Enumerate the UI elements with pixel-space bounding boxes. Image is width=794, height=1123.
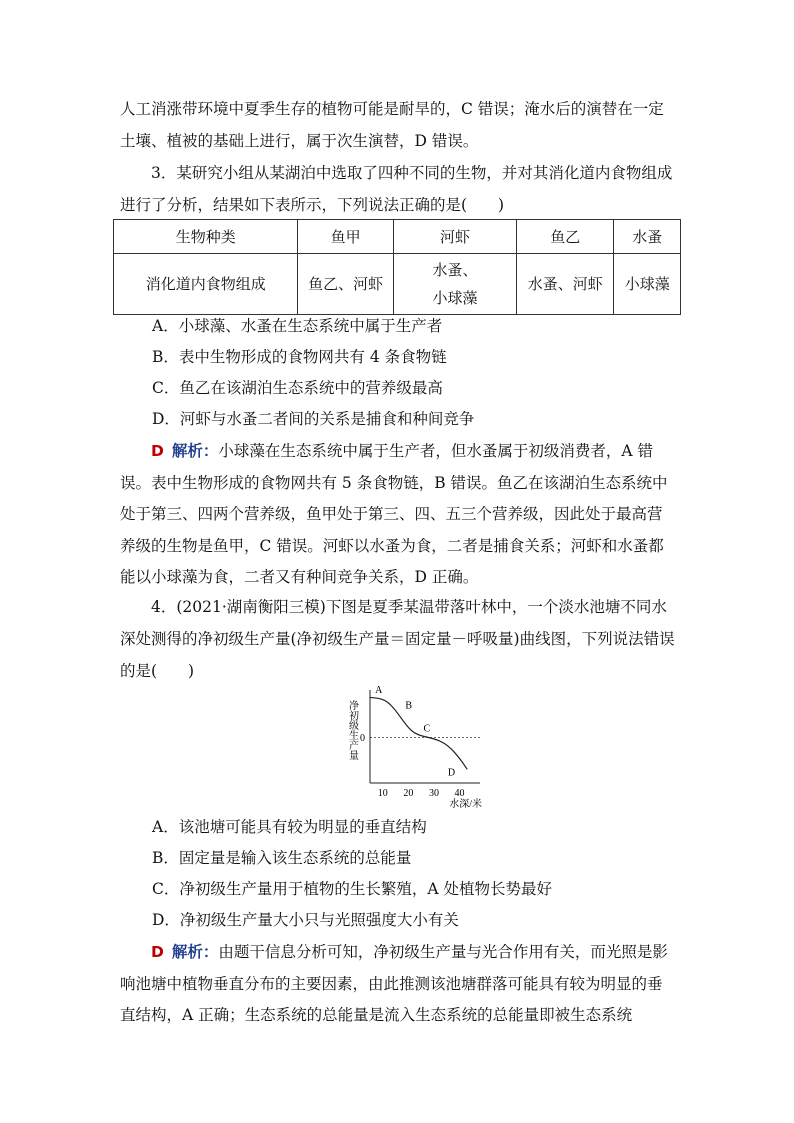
x-axis-label: 水深/米 [449,799,482,810]
explanation-text: 小球藻在生态系统中属于生产者，但水蚤属于初级消费者，A 错误。表中生物形成的食物网共有 5 条食物链，B 错误。鱼乙在该湖泊生态系统中处于第三、四两个营养级，鱼甲处于第三、四、五三个营养级，因此处于最高营养级的生物是鱼甲，C 错误。河虾以水蚤为食，二者是捕食关系；河虾和水蚤都能以小球藻为食，二者又有种间竞争关系，D 正确。 [120,442,668,586]
q4-option-c: C．净初级生产量用于植物的生长繁殖，A 处植物长势最好 [152,880,552,898]
point-label-c: C [423,723,431,735]
y-axis-label: 净初级生产量 [346,700,358,760]
q3-option-a: A．小球藻、水蚤在生态系统中属于生产者 [152,317,443,335]
table-row [114,254,681,315]
table-header-cell: 河虾 [393,220,516,254]
q4-option-b: B．固定量是输入该生态系统的总能量 [152,849,412,867]
q4-option-a: A．该池塘可能具有较为明显的垂直结构 [152,818,427,836]
table-cell: 小球藻 [614,254,681,315]
point-label-d: D [447,767,456,779]
x-tick-label: 20 [403,788,414,799]
table-header-cell: 生物种类 [114,220,298,254]
answer-letter: D [151,943,164,961]
x-tick-label: 10 [377,788,388,799]
answer-letter: D [151,442,164,460]
table-cell: 水蚤、河虾 [517,254,614,315]
table-header-cell: 鱼乙 [517,220,614,254]
intro-line-2: 土壤、植被的基础上进行，属于次生演替，D 错误。 [120,132,479,150]
q4-option-d: D．净初级生产量大小只与光照强度大小有关 [152,911,459,929]
table-cell: 鱼乙、河虾 [298,254,393,315]
explanation-text: 由题干信息分析可知，净初级生产量与光合作用有关，而光照是影响池塘中植物垂直分布的主要因素，由此推测该池塘群落可能具有较为明显的垂直结构，A 正确；生态系统的总能量是流入生态系统的总能量即被生态系统 [120,943,668,1024]
q3-option-b: B．表中生物形成的食物网共有 4 条食物链 [152,348,447,366]
explanation-label: 解析： [171,442,219,460]
question-3-stem: 3．某研究小组从某湖泊中选取了四种不同的生物，并对其消化道内食物组成进行了分析，结果如下表所示，下列说法正确的是( ) [120,164,673,214]
x-tick-label: 40 [454,788,465,799]
table-header-cell: 鱼甲 [298,220,393,254]
point-label-a: A [375,686,383,697]
intro-line-1: 人工消涨带环境中夏季生存的植物可能是耐旱的，C 错误；淹水后的演替在一定 [120,100,664,118]
q3-explanation [120,436,675,594]
q3-option-c: C．鱼乙在该湖泊生态系统中的营养级最高 [152,379,443,397]
net-primary-production-chart [338,686,488,810]
production-curve [370,697,467,769]
table-row-label: 消化道内食物组成 [114,254,298,315]
food-composition-table [113,219,681,315]
table-header-cell: 水蚤 [614,220,681,254]
table-cell: 水蚤、 小球藻 [393,254,516,315]
point-label-b: B [405,700,413,712]
x-tick-label: 30 [428,788,439,799]
table-header-row [114,220,681,254]
q4-explanation [120,937,675,1032]
q3-option-d: D．河虾与水蚤二者间的关系是捕食和种间竞争 [152,410,475,428]
explanation-label: 解析： [171,943,219,961]
question-4-stem: 4．(2021·湖南衡阳三模)下图是夏季某温带落叶林中，一个淡水池塘不同水深处测得的净初级生产量(净初级生产量＝固定量－呼吸量)曲线图，下列说法错误的是( ) [120,598,675,680]
y-zero-label: 0 [360,733,365,744]
